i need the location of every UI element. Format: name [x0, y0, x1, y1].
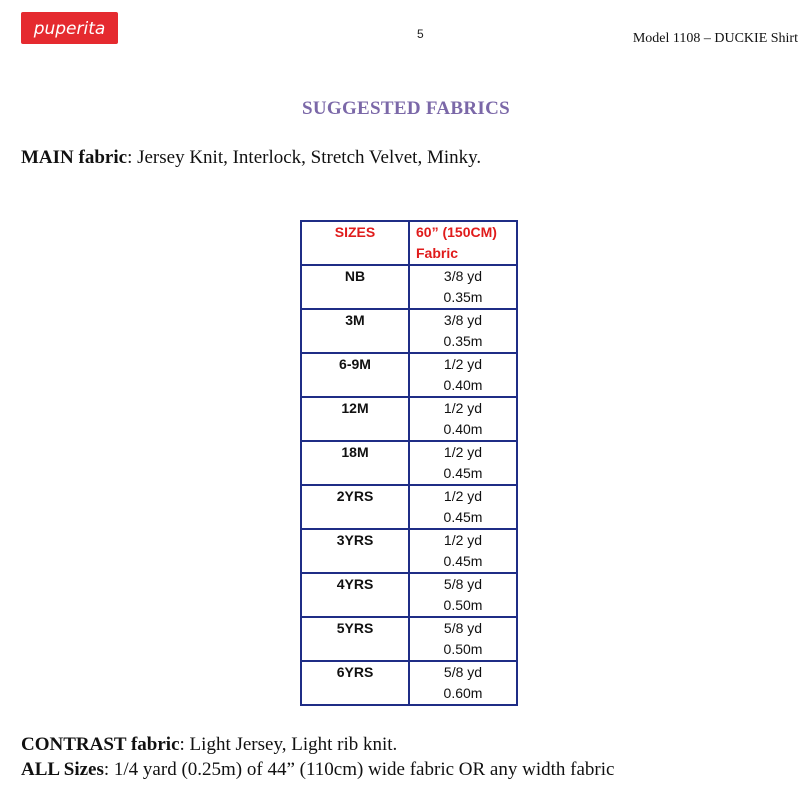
- yards-value: 3/8 yd: [443, 312, 483, 328]
- all-sizes-text: : 1/4 yard (0.25m) of 44” (110cm) wide fabric OR any width fabric: [103, 759, 615, 780]
- all-sizes-line: [21, 759, 614, 781]
- meters-value: 0.45m: [443, 509, 483, 525]
- header-fabric-label: Fabric: [416, 245, 459, 261]
- table-row: [301, 265, 517, 309]
- logo-wordmark: [21, 12, 118, 44]
- table-row: [301, 353, 517, 397]
- main-fabric-text: : Jersey Knit, Interlock, Stretch Velvet, Minky.: [127, 147, 482, 168]
- meters-value: 0.40m: [443, 421, 483, 437]
- amount-cell: [409, 529, 517, 573]
- size-cell: 3YRS: [301, 529, 409, 573]
- amount-cell: [409, 573, 517, 617]
- table-row: [301, 441, 517, 485]
- size-cell: 3M: [301, 309, 409, 353]
- yards-value: 3/8 yd: [443, 268, 483, 284]
- yards-value: 5/8 yd: [443, 576, 483, 592]
- table-row: [301, 397, 517, 441]
- puperita-logo: [21, 12, 118, 44]
- meters-value: 0.50m: [443, 597, 483, 613]
- header-fabric: [409, 221, 517, 265]
- size-cell: 12M: [301, 397, 409, 441]
- yards-value: 1/2 yd: [443, 444, 483, 460]
- table-row: [301, 309, 517, 353]
- contrast-fabric-line: [21, 734, 397, 756]
- table-row: [301, 573, 517, 617]
- size-cell: 5YRS: [301, 617, 409, 661]
- contrast-fabric-label: CONTRAST fabric: [21, 734, 180, 755]
- logo-text: puperita: [33, 19, 106, 39]
- main-fabric-label: MAIN fabric: [21, 147, 128, 168]
- meters-value: 0.35m: [443, 289, 483, 305]
- size-cell: NB: [301, 265, 409, 309]
- amount-cell: [409, 309, 517, 353]
- header-fabric-width: 60” (150CM): [416, 224, 497, 240]
- table-row: [301, 617, 517, 661]
- size-cell: 2YRS: [301, 485, 409, 529]
- yards-value: 1/2 yd: [443, 400, 483, 416]
- all-sizes-label: ALL Sizes: [21, 759, 104, 780]
- size-cell: 6-9M: [301, 353, 409, 397]
- meters-value: 0.35m: [443, 333, 483, 349]
- amount-cell: [409, 397, 517, 441]
- yards-value: 1/2 yd: [443, 488, 483, 504]
- contrast-fabric-text: : Light Jersey, Light rib knit.: [179, 734, 398, 755]
- yards-value: 5/8 yd: [443, 620, 483, 636]
- page-number: 5: [417, 27, 424, 41]
- yards-value: 1/2 yd: [443, 356, 483, 372]
- yards-value: 5/8 yd: [443, 664, 483, 680]
- meters-value: 0.60m: [443, 685, 483, 701]
- table-row: [301, 529, 517, 573]
- amount-cell: [409, 661, 517, 705]
- table-row: [301, 485, 517, 529]
- meters-value: 0.45m: [443, 553, 483, 569]
- section-heading: SUGGESTED FABRICS: [302, 98, 510, 119]
- table-row: [301, 661, 517, 705]
- meters-value: 0.40m: [443, 377, 483, 393]
- table-header-row: [301, 221, 517, 265]
- meters-value: 0.50m: [443, 641, 483, 657]
- fabric-size-table: [300, 220, 518, 706]
- size-cell: 4YRS: [301, 573, 409, 617]
- amount-cell: [409, 353, 517, 397]
- size-cell: 6YRS: [301, 661, 409, 705]
- header-sizes: [301, 221, 409, 265]
- size-cell: 18M: [301, 441, 409, 485]
- model-title: Model 1108 – DUCKIE Shirt: [632, 31, 798, 46]
- main-fabric-line: [21, 147, 481, 169]
- meters-value: 0.45m: [443, 465, 483, 481]
- amount-cell: [409, 485, 517, 529]
- amount-cell: [409, 441, 517, 485]
- amount-cell: [409, 265, 517, 309]
- yards-value: 1/2 yd: [443, 532, 483, 548]
- header-sizes-label: SIZES: [334, 224, 376, 240]
- amount-cell: [409, 617, 517, 661]
